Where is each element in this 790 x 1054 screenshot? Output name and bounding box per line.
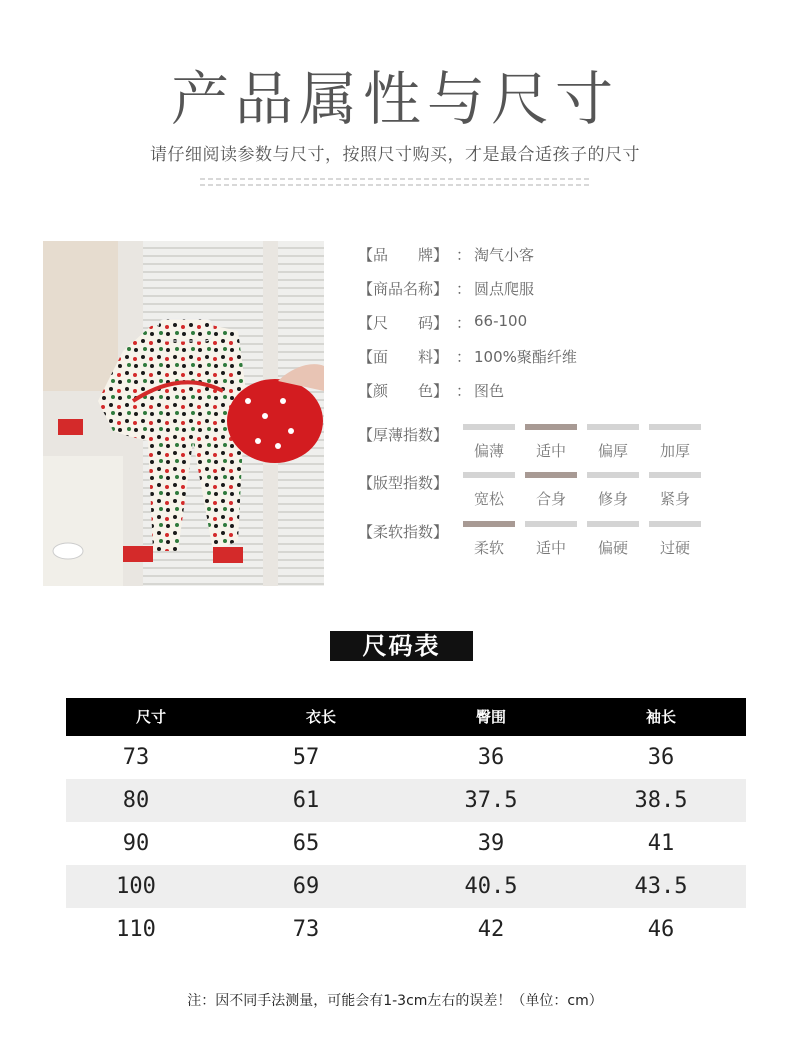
- attribute-value: 图色: [474, 382, 505, 400]
- table-row: [66, 779, 746, 822]
- attribute-value: 淘气小客: [474, 246, 535, 264]
- table-header: [66, 698, 746, 736]
- table-cell: 42: [477, 917, 505, 942]
- table-cell: 38.5: [634, 788, 688, 813]
- product-photo: [43, 241, 324, 586]
- size-table: [66, 698, 746, 951]
- fit-index-label: 【版型指数】: [358, 474, 449, 492]
- attribute-label: 【颜 色】: [358, 382, 449, 400]
- attribute-row: 【颜 色】 ： 图色: [358, 382, 505, 400]
- table-cell: 73: [122, 745, 150, 770]
- attribute-row: 【品 牌】 ： 淘气小客: [358, 246, 535, 264]
- table-row: [66, 865, 746, 908]
- index-option: 紧身: [649, 472, 701, 509]
- table-cell: 57: [292, 745, 320, 770]
- index-option: 偏厚: [587, 424, 639, 461]
- column-header: 袖长: [645, 708, 676, 726]
- size-chart-heading: 尺码表: [330, 631, 473, 661]
- table-cell: 90: [122, 831, 150, 856]
- index-option: 偏硬: [587, 521, 639, 558]
- table-cell: 61: [292, 788, 320, 813]
- table-cell: 36: [647, 745, 675, 770]
- table-cell: 36: [477, 745, 505, 770]
- index-option: 修身: [587, 472, 639, 509]
- index-option: 加厚: [649, 424, 701, 461]
- column-header: 臀围: [475, 708, 506, 726]
- attribute-value: 圆点爬服: [474, 280, 535, 298]
- column-header: 衣长: [305, 708, 336, 726]
- attribute-label: 【品 牌】: [358, 246, 449, 264]
- decorative-divider: [200, 174, 590, 188]
- table-cell: 73: [292, 917, 320, 942]
- index-option: 过硬: [649, 521, 701, 558]
- table-cell: 69: [292, 874, 320, 899]
- table-cell: 39: [477, 831, 505, 856]
- table-cell: 100: [116, 874, 156, 899]
- index-option-selected: 适中: [525, 424, 577, 461]
- index-option: 偏薄: [463, 424, 515, 461]
- table-row: [66, 736, 746, 779]
- attribute-row: 【面 料】 ： 100%聚酯纤维: [358, 348, 577, 366]
- attribute-label: 【尺 码】: [358, 314, 449, 332]
- table-cell: 37.5: [464, 788, 518, 813]
- column-header: 尺寸: [135, 708, 166, 726]
- measurement-note: 注：因不同手法测量，可能会有1-3cm左右的误差！（单位：cm）: [187, 993, 603, 1009]
- attribute-label: 【商品名称】: [358, 280, 449, 298]
- table-cell: 43.5: [634, 874, 688, 899]
- index-option: 宽松: [463, 472, 515, 509]
- table-row: [66, 908, 746, 951]
- page-title: 产品属性与尺寸: [170, 65, 619, 133]
- table-cell: 80: [122, 788, 150, 813]
- table-cell: 41: [647, 831, 675, 856]
- attribute-value: 66-100: [474, 312, 528, 330]
- index-option: 适中: [525, 521, 577, 558]
- attribute-row: 【尺 码】 ： 66-100: [358, 312, 528, 332]
- index-option-selected: 柔软: [463, 521, 515, 558]
- table-cell: 46: [647, 917, 675, 942]
- table-cell: 40.5: [464, 874, 518, 899]
- attribute-value: 100%聚酯纤维: [474, 348, 577, 366]
- index-option-selected: 合身: [525, 472, 577, 509]
- table-cell: 110: [116, 917, 156, 942]
- table-cell: 65: [292, 831, 320, 856]
- table-row: [66, 822, 746, 865]
- attribute-label: 【面 料】: [358, 348, 449, 366]
- attribute-row: 【商品名称】 ： 圆点爬服: [358, 280, 535, 298]
- page-subtitle: 请仔细阅读参数与尺寸，按照尺寸购买，才是最合适孩子的尺寸: [150, 145, 640, 165]
- softness-index-label: 【柔软指数】: [358, 523, 449, 541]
- thickness-index-label: 【厚薄指数】: [358, 426, 449, 444]
